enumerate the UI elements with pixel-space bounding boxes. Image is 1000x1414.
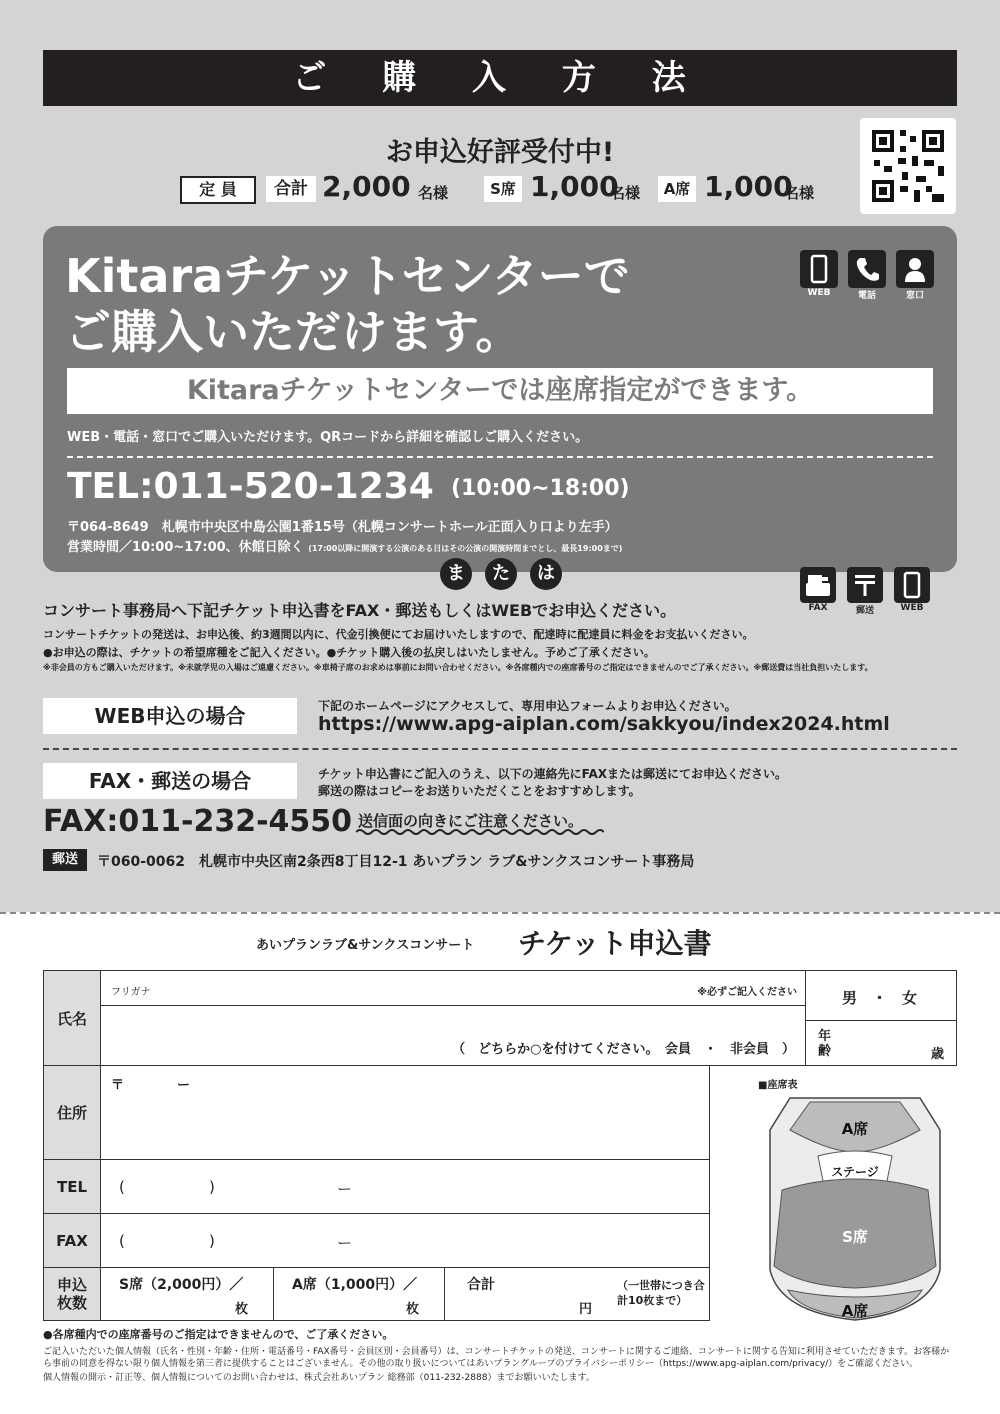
count-label [43,1267,101,1321]
a-seat-field[interactable] [273,1267,445,1321]
icon-label: 窓口 [905,291,924,301]
kitara-ticket-center-box [43,226,957,572]
kitara-headline-line1: Kitaraチケットセンターで [65,249,630,303]
icon-label: FAX [808,603,828,613]
kitara-web-item [800,250,838,298]
capacity-total-label: 合計 [266,176,316,202]
office-note-3: ※非会員の方もご購入いただけます。※未就学児の入場はご遠慮ください。※車椅子席のお求めは事前にお問い合わせください。※各席種内での座席番号のご指定はできませんのでご了承ください。※郵送費は当社負担いたします。 [43,663,873,672]
seatmap-s: S席 [842,1228,868,1246]
office-note-1: コンサートチケットの発送は、お申込後、約3週間以内に、代金引換便にてお届けいたしますので、配達時に配達員に料金をお支払いください。 [43,628,754,641]
name-field[interactable] [100,1005,806,1066]
postal-dash: ー [177,1078,191,1093]
postal-mark: 〒 [111,1078,125,1093]
name-label: 氏名 [43,970,101,1066]
limit-note: （一世帯につき合計10枚まで） [617,1279,705,1307]
icon-label: WEB [900,603,924,613]
gender-options: 男 ・ 女 [842,989,918,1007]
mata-char: ま [440,558,472,590]
divider [43,748,957,750]
s-seat-field[interactable] [100,1267,274,1321]
smartphone-icon [894,567,930,603]
capacity-total-value: 2,000 [322,170,411,203]
kitara-headline-line2: ご購入いただけます。 [65,305,522,359]
s-seat-label: S席（2,000円）／ [119,1277,244,1293]
icon-label: 郵送 [855,606,874,616]
person-icon [896,250,934,288]
form-subtitle: あいプランラブ&サンクスコンサート [256,938,475,953]
mata-char: た [485,558,517,590]
age-field[interactable] [805,1020,957,1066]
web-method-url[interactable]: https://www.apg-aiplan.com/sakkyou/index2024.html [318,713,890,735]
kitara-address: 〒064-8649 札幌市中央区中島公園1番15号（札幌コンサートホール正面入り口より左手） [67,520,618,535]
furigana-label: フリガナ [111,987,151,998]
postal-badge: 郵送 [43,849,87,871]
kitara-tel-hours: (10:00~18:00) [451,476,630,501]
seatmap-label: ■座席表 [758,1080,798,1091]
privacy-note-1: ご記入いただいた個人情報（氏名・性別・年齢・住所・電話番号・FAX番号・会員区別・会員番号）は、コンサートチケットの発送、コンサートに関するご連絡、コンサートに関する告知に利用させていただきます。お客様から事前の同意を得ない限り個人情報を第三者に提供することはございません。その他の取り扱いについてはあいプラングループのプライバシーポリシー（https://www.apg-aiplan.com/privacy/）をご確認ください。 [43,1347,950,1369]
phone-icon [848,250,886,288]
fax-item [800,567,836,613]
age-label: 年齢 [818,1029,832,1059]
seatmap-a-bottom: A席 [841,1302,869,1320]
icon-label: WEB [807,288,831,298]
postal-icon [847,567,883,603]
form-footnote: ●各席種内での座席番号のご指定はできませんので、ご了承ください。 [43,1328,394,1341]
total-field[interactable] [444,1267,710,1321]
divider [67,456,933,458]
seatmap-a-top: A席 [841,1120,869,1138]
capacity-a-value: 1,000 [704,170,793,203]
phone-dash: ー [337,1180,353,1198]
fax-method-text-1: チケット申込書にご記入のうえ、以下の連絡先にFAXまたは郵送にてお申込ください。 [318,767,788,781]
required-note: ※必ずご記入ください [697,987,797,998]
capacity-s-label: S席 [484,176,522,202]
capacity-unit: 名様 [418,184,449,202]
kitara-hours: 営業時間／10:00~17:00、休館日除く [67,540,304,555]
kitara-hours-note: (17:00以降に開演する公演のある日はその公演の開演時間までとし、最長19:00まで) [308,544,623,553]
web-method-text: 下記のホームページにアクセスして、専用申込フォームよりお申込ください。 [318,699,737,713]
capacity-label: 定 員 [180,176,256,204]
web-method-label: WEB申込の場合 [43,698,297,734]
web-item [894,567,930,613]
kitara-counter-item [896,250,934,301]
sheets-unit: 枚 [406,1302,420,1317]
phone-dash: ー [337,1234,353,1252]
paren-open: ( [119,1232,125,1250]
paren-close: ) [209,1178,215,1196]
fax-icon [800,567,836,603]
capacity-s-value: 1,000 [530,170,619,203]
tel-label: TEL [43,1159,101,1214]
icon-label: 電話 [857,291,876,301]
sheets-unit: 枚 [235,1302,249,1317]
cut-line [0,912,1000,914]
fax-method-label: FAX・郵送の場合 [43,763,297,799]
form-title: チケット申込書 [518,927,712,960]
gender-field[interactable] [805,970,957,1021]
office-heading: コンサート事務局へ下記チケット申込書をFAX・郵送もしくはWEBでお申込ください。 [43,601,677,620]
headline: お申込好評受付中! [385,137,615,168]
kitara-tel: TEL:011-520-1234 [67,466,434,507]
seatmap-stage: ステージ [831,1165,879,1179]
seat-map [760,1090,950,1324]
qr-code[interactable] [860,118,956,214]
tel-field[interactable] [100,1159,710,1214]
capacity-unit: 名様 [610,184,641,202]
postal-item [847,567,883,616]
qr-code-icon [860,118,956,214]
paren-open: ( [119,1178,125,1196]
smartphone-icon [800,250,838,288]
yen-unit: 円 [579,1302,593,1317]
paren-close: ) [209,1232,215,1250]
privacy-note-2: 個人情報の開示・訂正等、個人情報についてのお問い合わせは、株式会社あいプラン 総務部（011-232-2888）までお願いいたします。 [43,1373,595,1383]
seat-selection-banner: Kitaraチケットセンターでは座席指定ができます。 [67,368,933,414]
mata-char: は [530,558,562,590]
capacity-unit: 名様 [784,184,815,202]
fax-number: FAX:011-232-4550 [43,804,353,839]
capacity-a-label: A席 [658,176,696,202]
count-label-text: 申込枚数 [57,1276,88,1312]
fax-caution: 送信面の向きにご注意ください。 [358,812,584,830]
address-field[interactable] [100,1065,710,1160]
fax-method-text-2: 郵送の際はコピーをお送りいただくことをおすすめします。 [318,784,641,798]
furigana-field[interactable] [100,970,806,1006]
address-label: 住所 [43,1065,101,1160]
postal-address: 〒060-0062 札幌市中央区南2条西8丁目12-1 あいプラン ラブ&サンクスコンサート事務局 [97,854,695,870]
fax-field[interactable] [100,1213,710,1268]
wavy-underline [356,828,604,836]
kitara-note: WEB・電話・窓口でご購入いただけます。QRコードから詳細を確認しご購入ください。 [67,430,589,445]
kitara-headline [65,248,785,360]
kitara-hours-row [67,536,622,555]
total-label: 合計 [467,1277,495,1293]
member-note: （ どちらか○を付けてください。 会員 ・ 非会員 ） [452,1042,795,1057]
fax-label: FAX [43,1213,101,1268]
office-note-2: ●お申込の際は、チケットの希望席種をご記入ください。●チケット購入後の払戻しはいたしません。予めご了承ください。 [43,646,655,659]
age-unit: 歳 [930,1047,944,1062]
page-title: ご 購 入 方 法 [43,50,957,106]
kitara-phone-item [848,250,886,301]
a-seat-label: A席（1,000円）／ [292,1277,418,1293]
